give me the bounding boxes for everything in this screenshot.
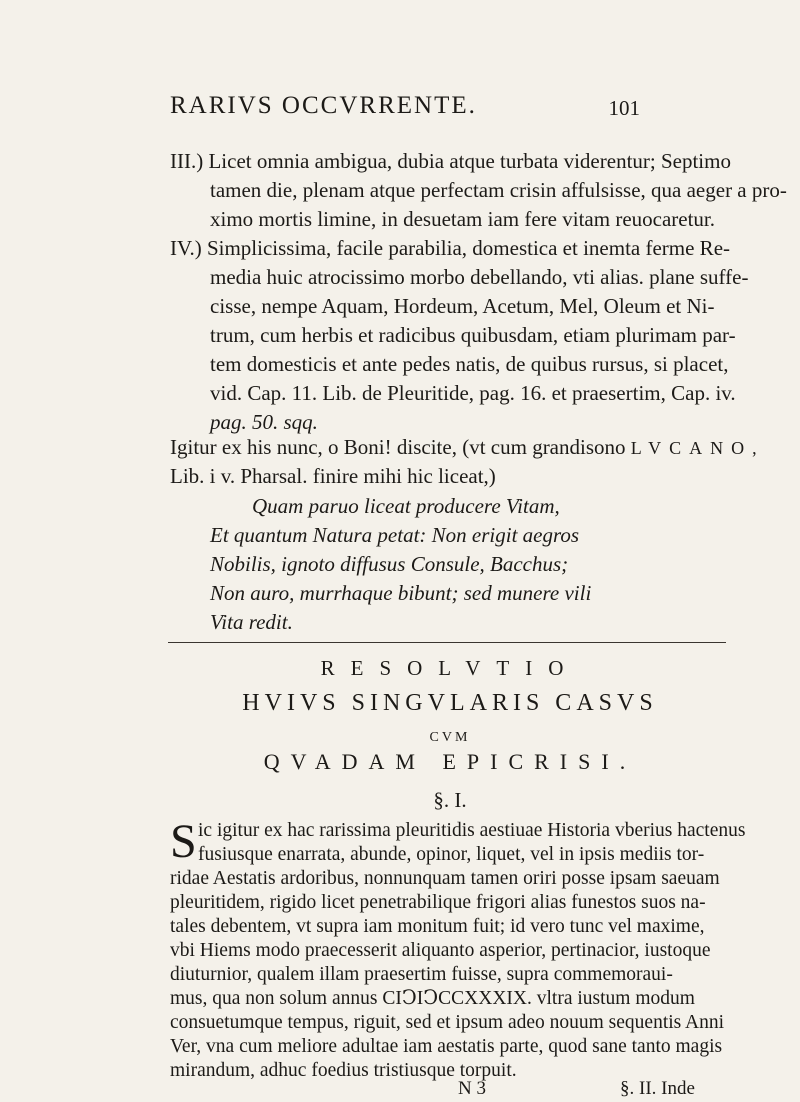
text-line: vid. Cap. 11. Lib. de Pleuritide, pag. 16. et praesertim, Cap. iv. — [210, 381, 736, 405]
text-line: ximo mortis limine, in desuetam iam fere vitam reuocaretur. — [210, 207, 716, 231]
text-line: tem domesticis et ante pedes natis, de quibus rursus, si placet, — [210, 352, 729, 376]
drop-cap: S — [170, 815, 197, 868]
body-line: diuturnior, qualem illam praesertim fuisse, supra commemoraui- — [170, 964, 673, 985]
signature-mark: N 3 — [458, 1078, 486, 1099]
catchword: §. II. Inde — [620, 1078, 695, 1099]
body-line: fusiusque enarrata, abunde, opinor, liquet, vel in ipsis mediis tor- — [198, 844, 705, 865]
body-line: tales debentem, vt supra iam monitum fuit; id vero tunc vel maxime, — [170, 916, 705, 937]
body-line: ic igitur ex hac rarissima pleuritidis aestiuae Historia vberius hactenus — [198, 820, 746, 841]
body-line: pleuritidem, rigido licet penetrabilique frigori alias funestos suos na- — [170, 892, 706, 913]
body-line: Ver, vna cum meliore adultae iam aestatis parte, quod sane tanto magis — [170, 1036, 723, 1057]
section-number: §. I. — [433, 788, 467, 812]
heading-line2: HVIVS SINGVLARIS CASVS — [242, 690, 658, 716]
text-line — [170, 434, 765, 461]
text-line: tamen die, plenam atque perfectam crisin affulsisse, qua aeger a pro- — [210, 178, 787, 202]
text-line: III.) Licet omnia ambigua, dubia atque turbata viderentur; Septimo — [170, 149, 731, 173]
page-number: 101 — [608, 96, 640, 120]
text-line: cisse, nempe Aquam, Hordeum, Acetum, Mel, Oleum et Ni- — [210, 294, 715, 318]
body-line: mus, qua non solum annus CIↃIↃCCXXXIX. vltra iustum modum — [170, 988, 695, 1009]
body-line: ridae Aestatis ardoribus, nonnunquam tamen oriri posse ipsam saeuam — [170, 868, 720, 889]
body-line: vbi Hiems modo praecesserit aliquanto asperior, pertinacior, iustoque — [170, 940, 711, 961]
author-name: LVCANO, — [630, 438, 765, 458]
section-rule — [168, 642, 726, 643]
verse-line: Nobilis, ignoto diffusus Consule, Bacchus; — [210, 552, 569, 576]
text-line: pag. 50. sqq. — [210, 410, 318, 434]
running-title: RARIVS OCCVRRENTE. — [170, 92, 477, 119]
text-line: trum, cum herbis et radicibus quibusdam, etiam plurimam par- — [210, 323, 736, 347]
text-line: Lib. i v. Pharsal. finire mihi hic liceat,) — [170, 464, 496, 488]
verse-line: Et quantum Natura petat: Non erigit aegros — [210, 523, 580, 547]
heading-line4: QVADAM EPICRISI. — [263, 749, 637, 774]
verse-line: Quam paruo liceat producere Vitam, — [252, 494, 560, 518]
body-line: mirandum, adhuc foedius tristiusque torpuit. — [170, 1060, 517, 1081]
text-segment: Igitur ex his nunc, o Boni! discite, (vt cum grandisono — [170, 435, 626, 459]
heading-resolutio: RESOLVTIO — [320, 656, 580, 680]
verse-line: Non auro, murrhaque bibunt; sed munere vili — [210, 581, 592, 605]
text-line: IV.) Simplicissima, facile parabilia, domestica et inemta ferme Re- — [170, 236, 731, 260]
text-line: media huic atrocissimo morbo debellando, vti alias. plane suffe- — [210, 265, 749, 289]
body-line: consuetumque tempus, riguit, sed et ipsum adeo nouum sequentis Anni — [170, 1012, 725, 1033]
running-header — [170, 92, 640, 126]
verse-line: Vita redit. — [210, 610, 293, 634]
heading-cum: CVM — [429, 730, 471, 745]
